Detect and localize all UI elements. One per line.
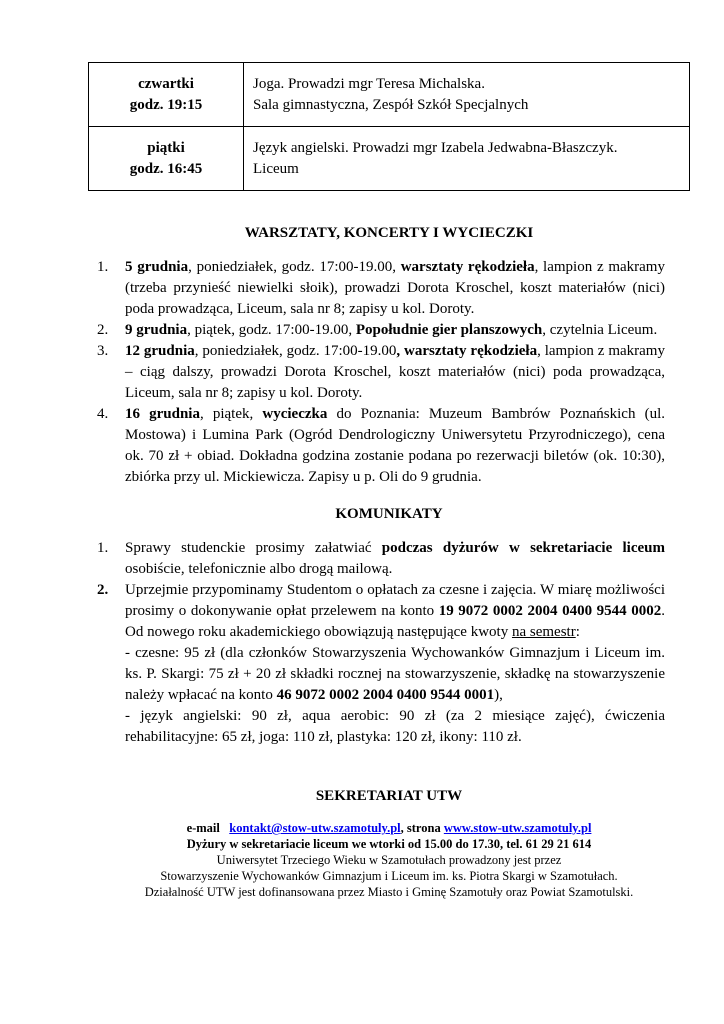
text-segment: - język angielski: 90 zł, aqua aerobic: 90 zł (za 2 miesiące zajęć), ćwiczenia rehabilitacyjne: 65 zł, joga: 110 zł, plastyka: 120 zł, ikony: 110 zł. — [125, 708, 665, 745]
schedule-activity-line: Język angielski. Prowadzi mgr Izabela Jedwabna-Błaszczyk. — [253, 139, 618, 156]
schedule-time: godz. 19:15 — [129, 96, 203, 113]
section-title-warsztaty: WARSZTATY, KONCERTY I WYCIECZKI — [244, 225, 534, 241]
text-segment: warsztaty rękodzieła — [400, 259, 535, 275]
text-segment: , piątek, — [199, 406, 263, 422]
text-segment: Stowarzyszenie Wychowanków Gimnazjum i Liceum im. ks. Piotra Skargi w Szamotułach. — [160, 869, 618, 883]
list-item-text — [125, 540, 665, 577]
schedule-activity-cell — [244, 127, 690, 191]
schedule-activity-line: Liceum — [253, 160, 299, 177]
text-segment: podczas dyżurów w sekretariacie liceum — [381, 540, 665, 556]
list-item-number: 4. — [97, 406, 109, 422]
email-link[interactable]: kontakt@stow-utw.szamotuly.pl — [229, 821, 401, 835]
list-item — [88, 257, 665, 320]
text-segment: e-mail — [186, 821, 230, 835]
text-segment: 12 grudnia — [125, 343, 195, 359]
text-segment: Uniwersytet Trzeciego Wieku w Szamotułach prowadzony jest przez — [216, 853, 562, 867]
section-title-sekretariat: SEKRETARIAT UTW — [315, 788, 463, 804]
list-item-text — [125, 259, 665, 317]
text-segment: ), — [494, 687, 503, 703]
text-segment: , piątek, godz. 17:00-19.00, — [187, 322, 356, 338]
list-item — [88, 404, 665, 488]
schedule-day-cell — [89, 127, 244, 191]
text-segment: : — [575, 624, 580, 640]
schedule-table — [88, 62, 690, 191]
schedule-day-cell — [89, 63, 244, 127]
text-segment: Popołudnie gier planszowych — [355, 322, 543, 338]
schedule-activity-line: Joga. Prowadzi mgr Teresa Michalska. — [253, 75, 485, 92]
text-segment: 16 grudnia — [125, 406, 200, 422]
section-title-komunikaty: KOMUNIKATY — [335, 506, 443, 522]
list-item-text — [125, 322, 657, 338]
text-segment: , strona — [400, 821, 444, 835]
footer-line — [88, 852, 690, 868]
schedule-row — [89, 63, 690, 127]
text-segment: , warsztaty rękodzieła — [396, 343, 538, 359]
footer-hours-line — [88, 836, 690, 852]
footer — [88, 820, 690, 900]
list-item — [88, 538, 665, 580]
list-item — [88, 320, 665, 341]
schedule-activity-cell — [244, 63, 690, 127]
komunikaty-list — [88, 538, 690, 748]
text-segment: 46 9072 0002 2004 0400 9544 0001 — [276, 687, 495, 703]
footer-contact-line — [88, 820, 690, 836]
text-segment: 19 9072 0002 2004 0400 9544 0002 — [438, 603, 662, 619]
text-segment: , lampion z makramy (trzeba przynieść niewielki słoik), prowadzi Dorota Kroschel, koszt materiałów (nici) poda prowadząca, Liceum, sala nr 8; zapisy u kol. Doroty. — [125, 259, 665, 317]
schedule-row — [89, 127, 690, 191]
list-item-number: 3. — [97, 343, 109, 359]
list-item-text — [125, 582, 665, 745]
list-item-text — [125, 343, 665, 401]
schedule-day: piątki — [147, 139, 185, 156]
text-segment: , czytelnia Liceum. — [542, 322, 658, 338]
text-segment: Dyżury w sekretariacie liceum we wtorki od 15.00 do 17.30, tel. 61 29 21 614 — [186, 837, 592, 851]
schedule-time: godz. 16:45 — [129, 160, 203, 177]
text-segment: Uprzejmie przypominamy Studentom o opłatach za czesne i zajęcia. W miarę możliwości prosimy o dokonywanie opłat przelewem na konto — [125, 582, 665, 619]
text-segment: , poniedziałek, godz. 17:00-19.00 — [194, 343, 397, 359]
footer-line — [88, 868, 690, 884]
text-segment: Sprawy studenckie prosimy załatwiać — [125, 540, 382, 556]
text-segment: na semestr — [511, 624, 576, 640]
text-segment: , poniedziałek, godz. 17:00-19.00, — [188, 259, 401, 275]
footer-line — [88, 884, 690, 900]
list-item — [88, 580, 665, 748]
list-item-number: 2. — [97, 582, 109, 598]
text-segment: , lampion z makramy – ciąg dalszy, prowadzi Dorota Kroschel, koszt materiałów (nici) poda prowadząca, Liceum, sala nr 8; zapisy u kol. Doroty. — [125, 343, 665, 401]
text-segment: 5 grudnia — [125, 259, 189, 275]
list-item-text — [125, 406, 665, 485]
text-segment: do Poznania: Muzeum Bambrów Poznańskich (ul. Mostowa) i Lumina Park (Ogród Dendrologiczny Uniwersytetu Przyrodniczego), cena ok. 70 zł + obiad. Dokładna godzina zostanie podana po rezerwacji biletów (ok. 10:30), zbiórka przy ul. Mickiewicza. Zapisy u p. Oli do 9 grudnia. — [125, 406, 665, 485]
website-link[interactable]: www.stow-utw.szamotuly.pl — [443, 821, 592, 835]
text-segment: osobiście, telefonicznie albo drogą mailową. — [125, 561, 393, 577]
list-item-number: 1. — [97, 259, 109, 275]
schedule-day: czwartki — [138, 75, 194, 92]
text-segment: - czesne: 95 zł (dla członków Stowarzyszenia Wychowanków Gimnazjum i Liceum im. ks. P. Skargi: 75 zł + 20 zł składki rocznej na stowarzyszenie, składkę na stowarzyszenie należy wpłacać na konto — [125, 645, 665, 703]
text-segment: . Od nowego roku akademickiego obowiązują następujące kwoty — [125, 603, 665, 640]
list-item — [88, 341, 665, 404]
list-item-number: 2. — [97, 322, 109, 338]
text-segment: wycieczka — [262, 406, 328, 422]
schedule-activity-line: Sala gimnastyczna, Zespół Szkół Specjalnych — [253, 96, 529, 113]
warsztaty-list — [88, 257, 690, 488]
text-segment: 9 grudnia — [125, 322, 188, 338]
document-content — [88, 62, 690, 900]
text-segment: Działalność UTW jest dofinansowana przez Miasto i Gminę Szamotuły oraz Powiat Szamotulski. — [144, 885, 634, 899]
list-item-number: 1. — [97, 540, 109, 556]
